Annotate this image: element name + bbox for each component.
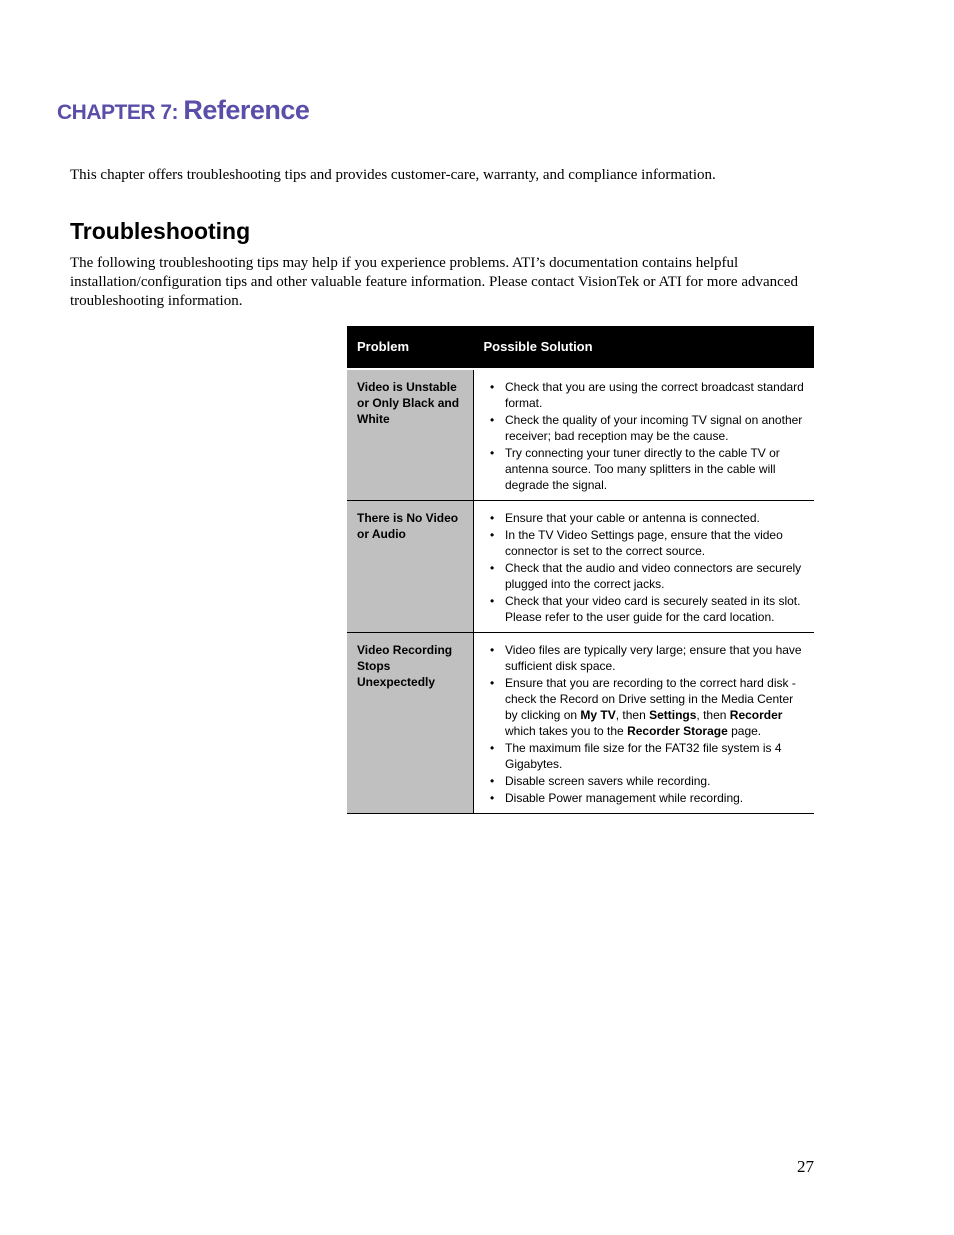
solution-text: Check that the audio and video connectors are securely plugged into the correct jacks. xyxy=(505,561,802,591)
solution-text: Ensure that your cable or antenna is connected. xyxy=(505,511,760,525)
chapter-heading xyxy=(57,90,309,127)
solution-emphasis: Recorder Storage xyxy=(627,724,728,738)
table-body xyxy=(347,369,814,814)
header-problem: Problem xyxy=(347,326,474,369)
chapter-prefix: CHAPTER 7: xyxy=(57,101,184,124)
solution-item xyxy=(488,379,804,411)
table-header-row xyxy=(347,326,814,369)
solution-list xyxy=(488,510,804,625)
bullet-icon: • xyxy=(490,643,495,657)
solution-emphasis: My TV xyxy=(580,708,616,722)
solution-item xyxy=(488,642,804,674)
solution-text: Check that you are using the correct broadcast standard format. xyxy=(505,380,804,410)
section-body: The following troubleshooting tips may help if you experience problems. ATI’s documentation contains helpful installation/configuration tips and other valuable feature information. Please contact VisionTek or ATI for more advanced troubleshooting information. xyxy=(70,255,798,309)
solution-text: , then xyxy=(615,708,650,722)
bullet-icon: • xyxy=(490,791,495,805)
table-row xyxy=(347,369,814,501)
solution-item xyxy=(488,510,804,526)
section-heading: Troubleshooting xyxy=(70,218,251,244)
solution-text: which takes you to the xyxy=(505,724,628,738)
solution-item xyxy=(488,790,804,806)
bullet-icon: • xyxy=(490,741,495,755)
bullet-icon: • xyxy=(490,774,495,788)
table-row xyxy=(347,633,814,814)
problem-cell: Video Recording Stops Unexpectedly xyxy=(347,633,474,814)
solution-text: Check that your video card is securely seated in its slot. Please refer to the user guide for the card location. xyxy=(505,594,801,624)
solution-text: Check the quality of your incoming TV signal on another receiver; bad reception may be the cause. xyxy=(505,413,803,443)
solution-text: The maximum file size for the FAT32 file system is 4 Gigabytes. xyxy=(505,741,782,771)
solution-text: page. xyxy=(727,724,762,738)
solution-item xyxy=(488,527,804,559)
chapter-title: Reference xyxy=(183,95,310,125)
solution-item xyxy=(488,593,804,625)
bullet-icon: • xyxy=(490,594,495,608)
bullet-icon: • xyxy=(490,511,495,525)
solution-text: Disable screen savers while recording. xyxy=(505,774,711,788)
bullet-icon: • xyxy=(490,561,495,575)
solution-text: Video files are typically very large; ensure that you have sufficient disk space. xyxy=(505,643,802,673)
solution-emphasis: Settings xyxy=(649,708,697,722)
solution-cell xyxy=(474,369,815,501)
solution-item xyxy=(488,740,804,772)
table-row xyxy=(347,501,814,633)
bullet-icon: • xyxy=(490,528,495,542)
solution-list xyxy=(488,642,804,806)
solution-item xyxy=(488,773,804,789)
bullet-icon: • xyxy=(490,676,495,690)
solution-item xyxy=(488,560,804,592)
page-number: 27 xyxy=(797,1157,814,1176)
solution-cell xyxy=(474,633,815,814)
header-solution: Possible Solution xyxy=(474,326,815,369)
solution-item xyxy=(488,675,804,739)
intro-paragraph: This chapter offers troubleshooting tips and provides customer-care, warranty, and compliance information. xyxy=(70,167,716,183)
solution-emphasis: Recorder xyxy=(729,708,783,722)
bullet-icon: • xyxy=(490,446,495,460)
solution-list xyxy=(488,379,804,493)
solution-text: Ensure that you are recording to the correct hard disk - check the Record on Drive setting in the Media Center by clicking on xyxy=(505,676,796,722)
bullet-icon: • xyxy=(490,380,495,394)
problem-cell: There is No Video or Audio xyxy=(347,501,474,633)
solution-text: In the TV Video Settings page, ensure that the video connector is set to the correct source. xyxy=(505,528,783,558)
solution-text: , then xyxy=(696,708,730,722)
solution-item xyxy=(488,445,804,493)
solution-text: Disable Power management while recording. xyxy=(505,791,744,805)
problem-cell: Video is Unstable or Only Black and White xyxy=(347,369,474,501)
solution-cell xyxy=(474,501,815,633)
bullet-icon: • xyxy=(490,413,495,427)
solution-item xyxy=(488,412,804,444)
troubleshooting-table xyxy=(347,326,814,814)
solution-text: Try connecting your tuner directly to the cable TV or antenna source. Too many splitters in the cable will degrade the signal. xyxy=(505,446,780,492)
